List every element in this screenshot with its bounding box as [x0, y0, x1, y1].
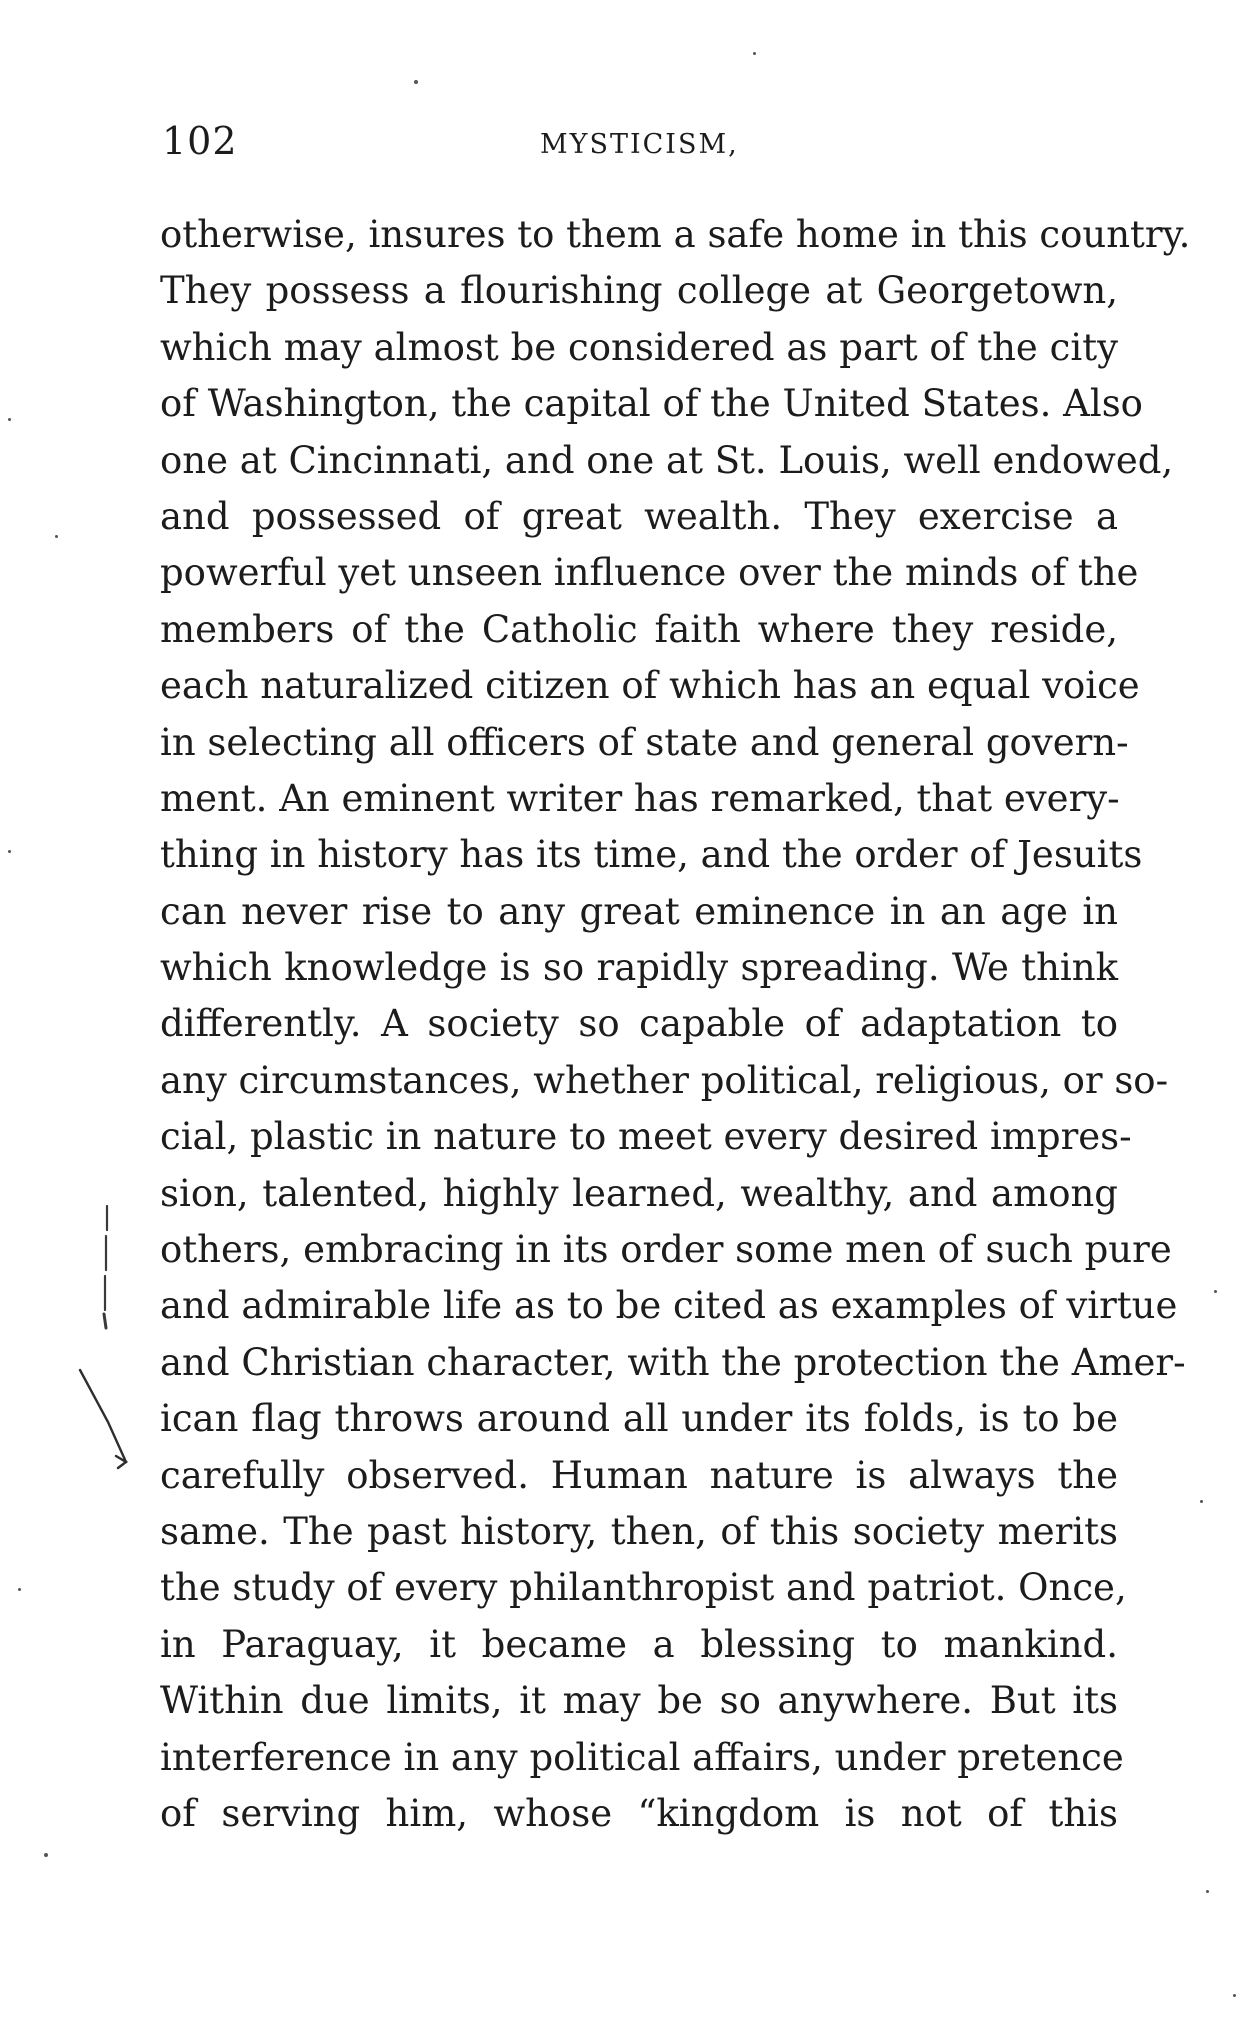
text-line: members of the Catholic faith where they reside, — [160, 607, 1118, 651]
text-line: powerful yet unseen influence over the minds of the — [160, 551, 1139, 595]
text-line: can never rise to any great eminence in an age in — [160, 889, 1118, 933]
text-line: of serving him, whose “kingdom is not of this — [160, 1791, 1118, 1835]
margin-pencil-marks — [60, 1200, 140, 1480]
paper-speck — [8, 850, 11, 853]
paper-speck — [55, 535, 58, 538]
text-line: the study of every philanthropist and patriot. Once, — [160, 1566, 1127, 1610]
paper-speck — [1233, 1994, 1236, 1997]
text-line: in selecting all officers of state and general govern- — [160, 720, 1129, 764]
text-line: interference in any political affairs, under pretence — [160, 1735, 1124, 1779]
running-title: MYSTICISM, — [540, 129, 739, 160]
text-line: sion, talented, highly learned, wealthy, and among — [160, 1171, 1118, 1215]
paper-speck — [1206, 1890, 1209, 1893]
text-line: ican flag throws around all under its folds, is to be — [160, 1397, 1118, 1441]
paper-speck — [753, 52, 756, 55]
page-number: 102 — [162, 119, 238, 163]
text-line: each naturalized citizen of which has an equal voice — [160, 664, 1140, 708]
text-line: which knowledge is so rapidly spreading. We think — [160, 946, 1118, 990]
paper-speck — [414, 80, 418, 84]
text-line: and possessed of great wealth. They exercise a — [160, 494, 1118, 538]
text-line: carefully observed. Human nature is always the — [160, 1453, 1118, 1497]
body-text — [160, 207, 1191, 1842]
text-line: any circumstances, whether political, religious, or so- — [160, 1058, 1169, 1102]
paper-speck — [44, 1853, 48, 1857]
paper-speck — [18, 1588, 21, 1591]
text-line: same. The past history, then, of this society merits — [160, 1509, 1118, 1553]
text-line: of Washington, the capital of the United States. Also — [160, 382, 1143, 426]
paper-speck — [1214, 1290, 1217, 1293]
text-line: one at Cincinnati, and one at St. Louis, well endowed, — [160, 438, 1174, 482]
text-line: thing in history has its time, and the order of Jesuits — [160, 833, 1143, 877]
paper-speck — [8, 418, 11, 421]
text-line: in Paraguay, it became a blessing to mankind. — [160, 1622, 1118, 1666]
text-line: cial, plastic in nature to meet every desired impres- — [160, 1115, 1132, 1159]
text-line: and admirable life as to be cited as examples of virtue — [160, 1284, 1178, 1328]
text-line: others, embracing in its order some men of such pure — [160, 1228, 1172, 1272]
paper-speck — [1200, 1500, 1203, 1503]
text-line: and Christian character, with the protection the Amer- — [160, 1340, 1186, 1384]
text-line: which may almost be considered as part of the city — [160, 325, 1118, 369]
text-line: otherwise, insures to them a safe home in this country. — [160, 213, 1191, 256]
text-line: ment. An eminent writer has remarked, that every- — [160, 776, 1120, 820]
text-line: Within due limits, it may be so anywhere. But its — [160, 1679, 1118, 1723]
text-line: differently. A society so capable of adaptation to — [160, 1002, 1118, 1046]
text-line: They possess a flourishing college at Georgetown, — [160, 269, 1118, 313]
